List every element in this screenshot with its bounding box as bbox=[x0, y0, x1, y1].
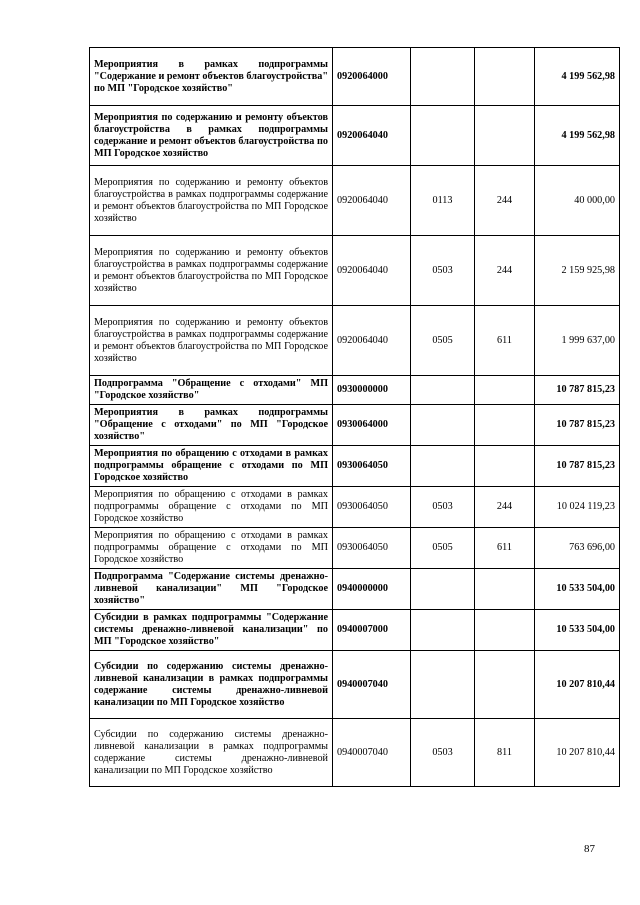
budget-table-body bbox=[90, 48, 620, 787]
row-name: Мероприятия по содержанию и ремонту объектов благоустройства в рамках подпрограммы содержание и ремонт объектов благоустройства по МП Городское хозяйство bbox=[90, 106, 333, 166]
row-dept bbox=[411, 446, 475, 487]
row-code: 0940007000 bbox=[333, 610, 411, 651]
row-code: 0940000000 bbox=[333, 569, 411, 610]
table-row bbox=[90, 306, 620, 376]
row-name: Подпрограмма "Обращение с отходами" МП "Городское хозяйство" bbox=[90, 376, 333, 405]
table-row bbox=[90, 166, 620, 236]
row-type bbox=[475, 48, 535, 106]
row-name: Мероприятия по содержанию и ремонту объектов благоустройства в рамках подпрограммы содержание и ремонт объектов благоустройства по МП Городское хозяйство bbox=[90, 166, 333, 236]
row-dept: 0503 bbox=[411, 719, 475, 787]
row-code: 0930000000 bbox=[333, 376, 411, 405]
row-name: Мероприятия в рамках подпрограммы "Обращение с отходами" по МП "Городское хозяйство" bbox=[90, 405, 333, 446]
row-dept bbox=[411, 106, 475, 166]
row-dept: 0503 bbox=[411, 487, 475, 528]
row-amount: 40 000,00 bbox=[535, 166, 620, 236]
row-name: Субсидии по содержанию системы дренажно-ливневой канализации в рамках подпрограммы содержание системы дренажно-ливневой канализации по МП Городское хозяйство bbox=[90, 651, 333, 719]
row-name: Субсидии по содержанию системы дренажно-ливневой канализации в рамках подпрограммы содержание системы дренажно-ливневой канализации по МП Городское хозяйство bbox=[90, 719, 333, 787]
row-type: 811 bbox=[475, 719, 535, 787]
row-code: 0930064000 bbox=[333, 405, 411, 446]
row-dept: 0505 bbox=[411, 528, 475, 569]
row-type: 244 bbox=[475, 487, 535, 528]
row-dept bbox=[411, 376, 475, 405]
row-type bbox=[475, 446, 535, 487]
row-dept bbox=[411, 651, 475, 719]
row-dept: 0503 bbox=[411, 236, 475, 306]
budget-table bbox=[89, 47, 620, 787]
table-row bbox=[90, 651, 620, 719]
row-name: Мероприятия в рамках подпрограммы "Содержание и ремонт объектов благоустройства" по МП "Городское хозяйство" bbox=[90, 48, 333, 106]
row-amount: 763 696,00 bbox=[535, 528, 620, 569]
row-code: 0920064040 bbox=[333, 306, 411, 376]
table-row bbox=[90, 106, 620, 166]
row-dept bbox=[411, 569, 475, 610]
row-code: 0930064050 bbox=[333, 487, 411, 528]
table-row bbox=[90, 405, 620, 446]
row-dept bbox=[411, 610, 475, 651]
page-number: 87 bbox=[584, 843, 595, 855]
row-code: 0920064040 bbox=[333, 166, 411, 236]
row-code: 0920064000 bbox=[333, 48, 411, 106]
row-dept: 0505 bbox=[411, 306, 475, 376]
row-code: 0940007040 bbox=[333, 719, 411, 787]
row-amount: 10 787 815,23 bbox=[535, 405, 620, 446]
row-amount: 10 787 815,23 bbox=[535, 376, 620, 405]
row-code: 0920064040 bbox=[333, 106, 411, 166]
row-code: 0930064050 bbox=[333, 528, 411, 569]
row-amount: 10 533 504,00 bbox=[535, 610, 620, 651]
table-row bbox=[90, 48, 620, 106]
row-name: Мероприятия по обращению с отходами в рамках подпрограммы обращение с отходами по МП Городское хозяйство bbox=[90, 528, 333, 569]
row-name: Мероприятия по содержанию и ремонту объектов благоустройства в рамках подпрограммы содержание и ремонт объектов благоустройства по МП Городское хозяйство bbox=[90, 306, 333, 376]
row-type bbox=[475, 405, 535, 446]
row-name: Подпрограмма "Содержание системы дренажно-ливневой канализации" МП "Городское хозяйство" bbox=[90, 569, 333, 610]
row-name: Мероприятия по обращению с отходами в рамках подпрограммы обращение с отходами по МП Городское хозяйство bbox=[90, 446, 333, 487]
row-code: 0930064050 bbox=[333, 446, 411, 487]
row-amount: 10 207 810,44 bbox=[535, 719, 620, 787]
row-type bbox=[475, 569, 535, 610]
table-row bbox=[90, 528, 620, 569]
table-row bbox=[90, 487, 620, 528]
row-amount: 4 199 562,98 bbox=[535, 48, 620, 106]
row-type: 244 bbox=[475, 236, 535, 306]
row-name: Мероприятия по содержанию и ремонту объектов благоустройства в рамках подпрограммы содержание и ремонт объектов благоустройства по МП Городское хозяйство bbox=[90, 236, 333, 306]
table-row bbox=[90, 610, 620, 651]
row-amount: 10 787 815,23 bbox=[535, 446, 620, 487]
row-code: 0940007040 bbox=[333, 651, 411, 719]
row-type: 611 bbox=[475, 528, 535, 569]
row-dept bbox=[411, 405, 475, 446]
row-type: 611 bbox=[475, 306, 535, 376]
row-amount: 4 199 562,98 bbox=[535, 106, 620, 166]
row-code: 0920064040 bbox=[333, 236, 411, 306]
row-amount: 2 159 925,98 bbox=[535, 236, 620, 306]
table-row bbox=[90, 569, 620, 610]
row-amount: 10 207 810,44 bbox=[535, 651, 620, 719]
row-type: 244 bbox=[475, 166, 535, 236]
row-dept bbox=[411, 48, 475, 106]
table-row bbox=[90, 719, 620, 787]
row-name: Мероприятия по обращению с отходами в рамках подпрограммы обращение с отходами по МП Городское хозяйство bbox=[90, 487, 333, 528]
row-type bbox=[475, 651, 535, 719]
row-type bbox=[475, 610, 535, 651]
table-row bbox=[90, 236, 620, 306]
table-row bbox=[90, 376, 620, 405]
row-amount: 10 024 119,23 bbox=[535, 487, 620, 528]
row-amount: 1 999 637,00 bbox=[535, 306, 620, 376]
row-type bbox=[475, 106, 535, 166]
table-row bbox=[90, 446, 620, 487]
row-type bbox=[475, 376, 535, 405]
row-dept: 0113 bbox=[411, 166, 475, 236]
row-name: Субсидии в рамках подпрограммы "Содержание системы дренажно-ливневой канализации" по МП "Городское хозяйство" bbox=[90, 610, 333, 651]
row-amount: 10 533 504,00 bbox=[535, 569, 620, 610]
